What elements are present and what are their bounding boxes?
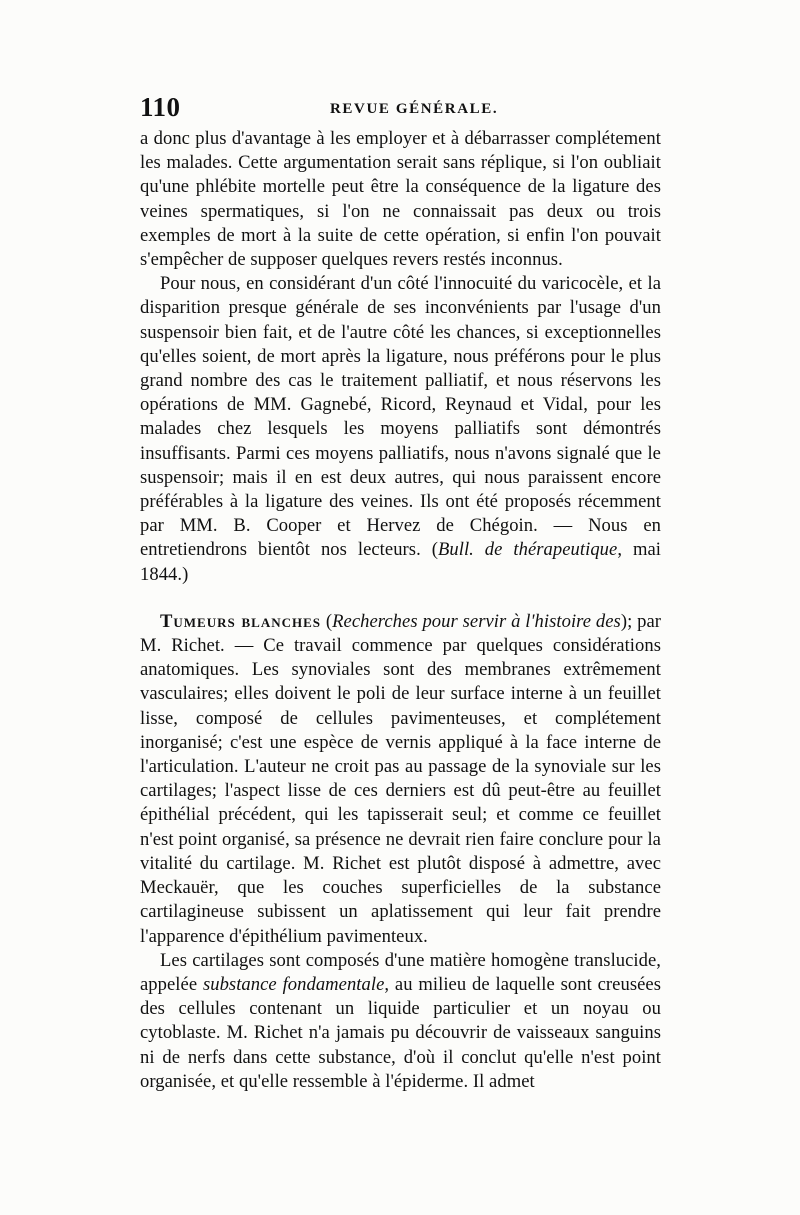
research-title: Recherches pour servir à l'histoire des <box>332 610 621 632</box>
paragraph-cartilages-end: , au milieu de laquelle sont creusées des cellules contenant un liquide particulier et un noyau ou cytoblaste. M. Richet n'a jamais pu découvrir de vaisseaux sanguins ni de nerfs dans cette substance, d'où il conclut qu'elle n'est point organisée, et qu'elle ressemble à l'épiderme. Il admet <box>140 973 661 1092</box>
citation-date: , mai 1844.) <box>140 539 662 585</box>
section-heading-white-tumors: Tumeurs blanches <box>160 610 322 632</box>
paragraph-cartilages-start: Les cartilages sont composés d'une matière homogène translucide, appelée <box>140 949 661 995</box>
running-title: REVUE GÉNÉRALE. <box>330 101 499 117</box>
paragraph-white-tumors-text: ); par M. Richet. — Ce travail commence par quelques considérations anatomiques. Les synoviales sont des membranes extrêmement vasculaires; elles doivent le poli de leur surface interne à un feuillet lisse, composé de cellules pavimenteuses, et complétement inorganisé; c'est une espèce de vernis appliqué à la face interne de l'articulation. L'auteur ne croit pas au passage de la synoviale sur les cartilages; l'aspect lisse de ces derniers est dû peut-être au feuillet épithélial précédent, qui les tapisserait seul; et comme ce feuillet n'est point organisé, sa présence ne devrait rien faire conclure pour la vitalité du cartilage. M. Richet est plutôt disposé à admettre, avec Meckauër, que les couches superficielles de la substance cartilagineuse subissent un aplatissement qui leur fait prendre l'apparence d'épithélium pavimenteux. <box>140 610 662 947</box>
page-header <box>140 92 660 126</box>
paragraph-treatment <box>140 272 661 587</box>
paragraph-parenthesis-open: ( <box>321 610 333 632</box>
paragraph-treatment-text: Pour nous, en considérant d'un côté l'innocuité du varicocèle, et la disparition presque générale de ses inconvénients par l'usage d'un suspensoir bien fait, et de l'autre côté les chances, si exceptionnelles qu'elles soient, de mort après la ligature, nous préférons pour le plus grand nombre des cas le traitement palliatif, et nous réservons les opérations de MM. Gagnebé, Ricord, Reynaud et Vidal, pour les malades chez lesquels les moyens palliatifs sont démontrés insuffisants. Parmi ces moyens palliatifs, nous n'avons signalé que le suspensoir; mais il en est deux autres, qui nous paraissent encore préférables à la ligature des veines. Ils ont été proposés récemment par MM. B. Cooper et Hervez de Chégoin. — Nous en entretiendrons bientôt nos lecteurs. ( <box>140 273 661 561</box>
bulletin-citation: Bull. de thérapeutique <box>437 539 618 561</box>
article-content <box>140 127 661 1094</box>
page-number: 110 <box>140 92 181 122</box>
paragraph-cartilages <box>140 949 661 1094</box>
fundamental-substance-term: substance fondamentale <box>202 973 385 995</box>
paragraph-argumentation: a donc plus d'avantage à les employer et à débarrasser complétement les malades. Cette argumentation serait sans réplique, si l'on oubliait qu'une phlébite mortelle peut être la conséquence de la ligature des veines spermatiques, si l'on ne connaissait pas deux ou trois exemples de mort à la suite de cette opération, si enfin l'on pouvait s'empêcher de supposer quelques revers restés inconnus. <box>140 128 661 271</box>
paragraph-white-tumors <box>140 610 661 949</box>
